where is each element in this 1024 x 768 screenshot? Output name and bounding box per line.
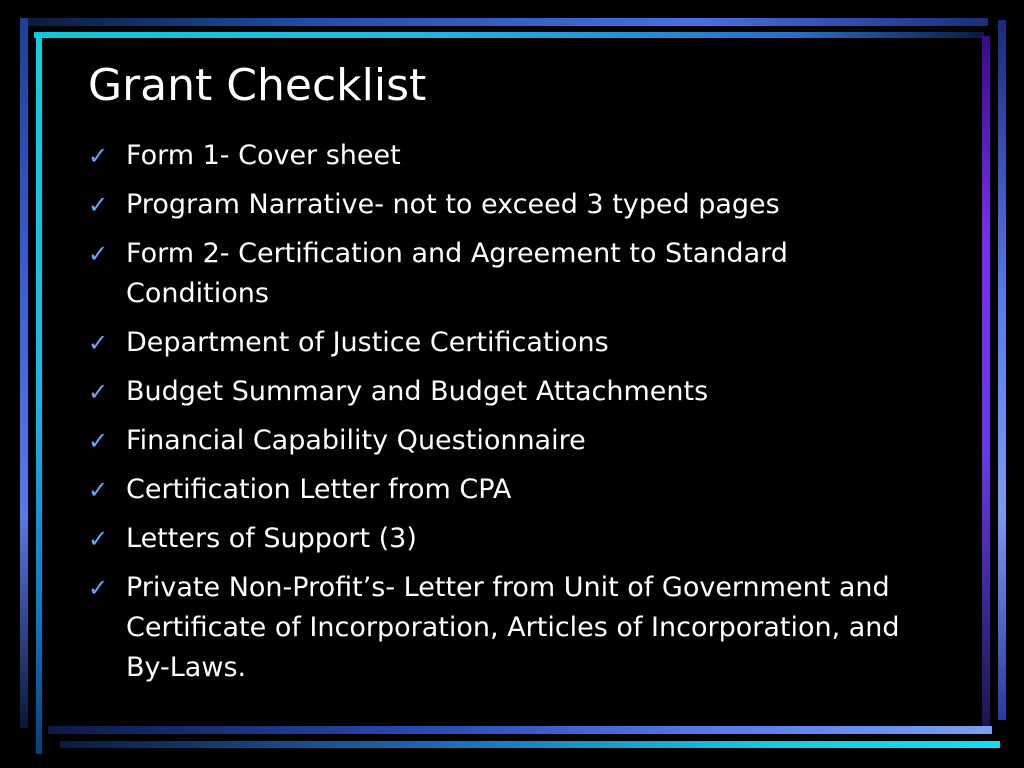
checkmark-icon: ✓	[88, 142, 109, 170]
frame-bar-bottom-inner	[48, 726, 992, 734]
checkmark-icon: ✓	[88, 240, 109, 268]
checklist-item	[88, 136, 938, 176]
checklist-item-text: Financial Capability Questionnaire	[126, 425, 586, 456]
checkmark-icon: ✓	[88, 574, 109, 602]
checkmark-icon: ✓	[88, 329, 109, 357]
frame-bar-left-outer	[20, 18, 28, 728]
checkmark-icon: ✓	[88, 525, 109, 553]
checklist-item	[88, 185, 938, 225]
frame-bar-right-inner	[982, 36, 990, 726]
checklist-item	[88, 568, 938, 688]
slide-title: Grant Checklist	[88, 60, 427, 111]
checklist-item	[88, 421, 938, 461]
checklist-item-text: Private Non-Profit’s- Letter from Unit of Government and Certificate of Incorporation, Articles of Incorporation, and By-Laws.	[126, 572, 900, 683]
checklist-item	[88, 470, 938, 510]
checklist-item-text: Certification Letter from CPA	[126, 474, 512, 505]
checklist-item	[88, 519, 938, 559]
checkmark-icon: ✓	[88, 427, 109, 455]
frame-bar-top-outer	[20, 18, 988, 26]
checklist	[88, 136, 938, 697]
checklist-item	[88, 372, 938, 412]
frame-bar-bottom-outer	[60, 741, 1000, 748]
checkmark-icon: ✓	[88, 476, 109, 504]
checklist-item-text: Form 1- Cover sheet	[126, 140, 401, 171]
frame-bar-right-outer	[998, 20, 1006, 720]
checklist-item-text: Program Narrative- not to exceed 3 typed pages	[126, 189, 780, 220]
checklist-item	[88, 234, 938, 314]
checklist-item	[88, 323, 938, 363]
frame-bar-left-inner	[36, 34, 42, 754]
checklist-item-text: Department of Justice Certifications	[126, 327, 609, 358]
checklist-item-text: Budget Summary and Budget Attachments	[126, 376, 709, 407]
checkmark-icon: ✓	[88, 378, 109, 406]
checkmark-icon: ✓	[88, 191, 109, 219]
checklist-item-text: Form 2- Certification and Agreement to Standard Conditions	[126, 238, 788, 309]
checklist-item-text: Letters of Support (3)	[126, 523, 417, 554]
frame-bar-top-inner	[34, 32, 984, 38]
